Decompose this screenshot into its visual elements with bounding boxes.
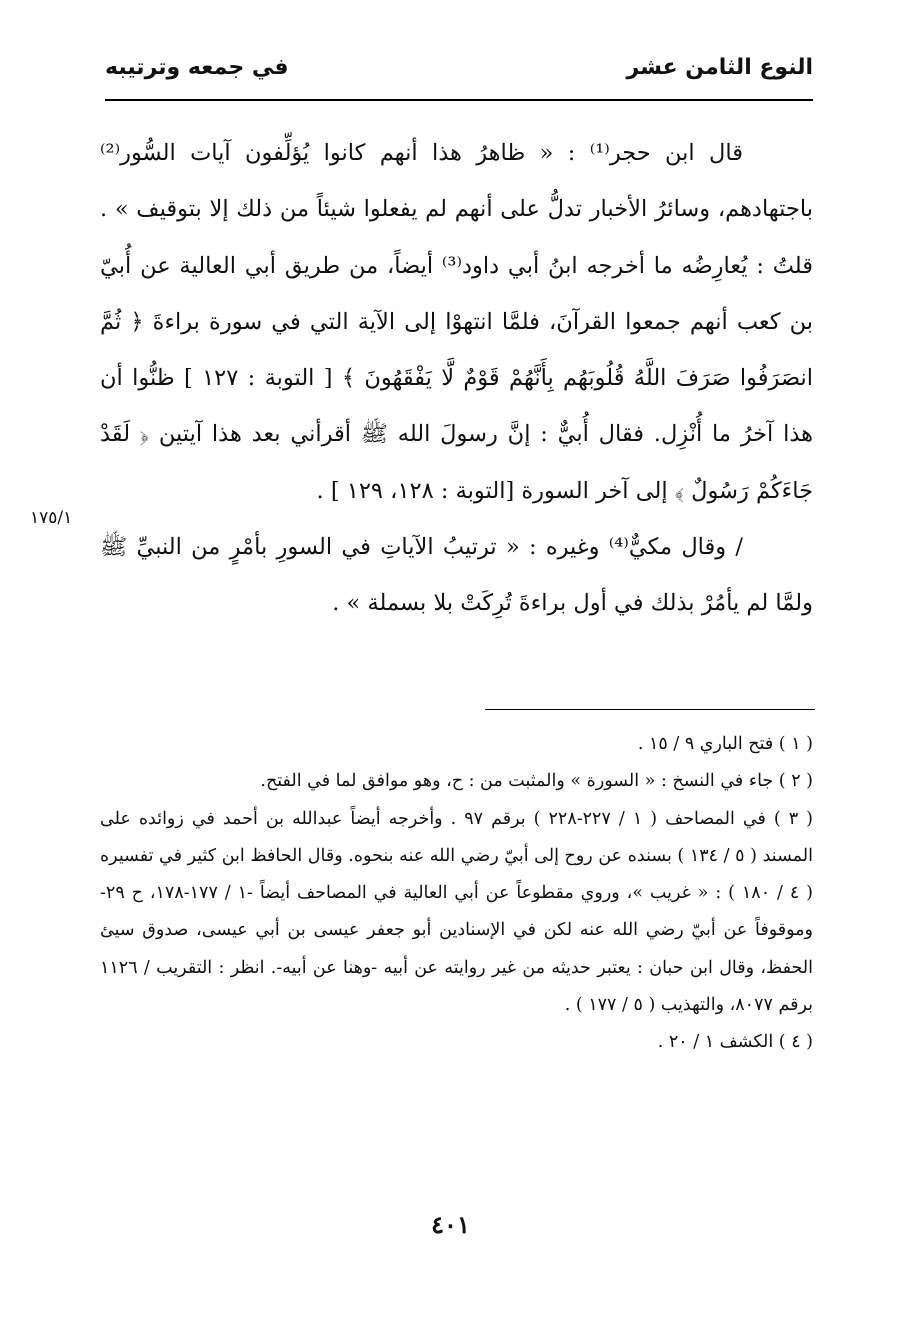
- chapter-title: النوع الثامن عشر: [626, 55, 813, 80]
- section-topic: في جمعه وترتيبه: [105, 55, 289, 80]
- header-divider: [105, 99, 813, 101]
- running-header: [105, 55, 813, 99]
- body-paragraph-1: قال ابن حجر⁽¹⁾ : « ظاهرُ هذا أنهم كانوا يُؤلِّفون آيات السُّور⁽²⁾ باجتهادهم، وسائرُ الأخبار تدلُّ على أنهم لم يفعلوا شيئاً من ذلك إلا بتوقيف » . قلتُ : يُعارِضُه ما أخرجه ابنُ أبي داود⁽³⁾ أيضاً، من طريق أبي العالية عن أُبيّ بن كعب أنهم جمعوا القرآنَ، فلمَّا انتهوْا إلى الآية التي في سورة براءةَ ﴿ ثُمَّ انصَرَفُوا صَرَفَ اللَّهُ قُلُوبَهُم بِأَنَّهُمْ قَوْمٌ لَّا يَفْقَهُونَ ﴾ [ التوبة : ١٢٧ ] ظنُّوا أن هذا آخرُ ما أُنْزِل. فقال أُبيٌّ : إنَّ رسولَ الله ﷺ أقرأني بعد هذا آيتين ﴿ لَقَدْ جَاءَكُمْ رَسُولٌ ﴾ إلى آخر السورة [التوبة : ١٢٨، ١٢٩ ] .: [100, 140, 813, 504]
- footnote-3: ( ٣ ) في المصاحف ( ١ / ٢٢٧-٢٢٨ ) برقم ٩٧ . وأخرجه أيضاً عبدالله بن أحمد في زوائده على المسند ( ٥ / ١٣٤ ) بسنده عن روح إلى أبيّ رضي الله عنه بنحوه. وقال الحافظ ابن كثير في تفسيره ( ٤ / ١٨٠ ) : « غريب »، وروي مقطوعاً عن أبي العالية في المصاحف أيضاً -١ / ١٧٧-١٧٨، ح ٢٩- وموقوفاً عن أبيّ رضي الله عنه لكن في الإسنادين أبو جعفر عيسى بن أبي عيسى، صدوق سيئ الحفظ، وقال ابن حبان : يعتبر حديثه من غير روايته عن أبيه -وهنا عن أبيه-. انظر : التقريب / ١١٢٦ برقم ٨٠٧٧، والتهذيب ( ٥ / ١٧٧ ) .: [100, 808, 814, 1016]
- page-number: ٤٠١: [431, 1210, 470, 1239]
- main-text: [100, 125, 813, 632]
- footnotes: [100, 726, 813, 1062]
- body-paragraph-2: / وقال مكيٌّ⁽⁴⁾ وغيره : « ترتيبُ الآياتِ في السورِ بأمْرٍ من النبيِّ ﷺ ولمَّا لم يأمُرْ بذلك في أول براءةَ تُرِكَتْ بلا بسملة » .: [100, 534, 813, 617]
- margin-reference: ١٧٥/١: [30, 508, 73, 528]
- footnote-4: ( ٤ ) الكشف ١ / ٢٠ .: [657, 1032, 813, 1053]
- footnote-divider: [485, 709, 815, 710]
- footnote-1: ( ١ ) فتح الباري ٩ / ١٥ .: [637, 734, 813, 754]
- footnote-2: ( ٢ ) جاء في النسخ : « السورة » والمثبت من : ح، وهو موافق لما في الفتح.: [260, 771, 813, 792]
